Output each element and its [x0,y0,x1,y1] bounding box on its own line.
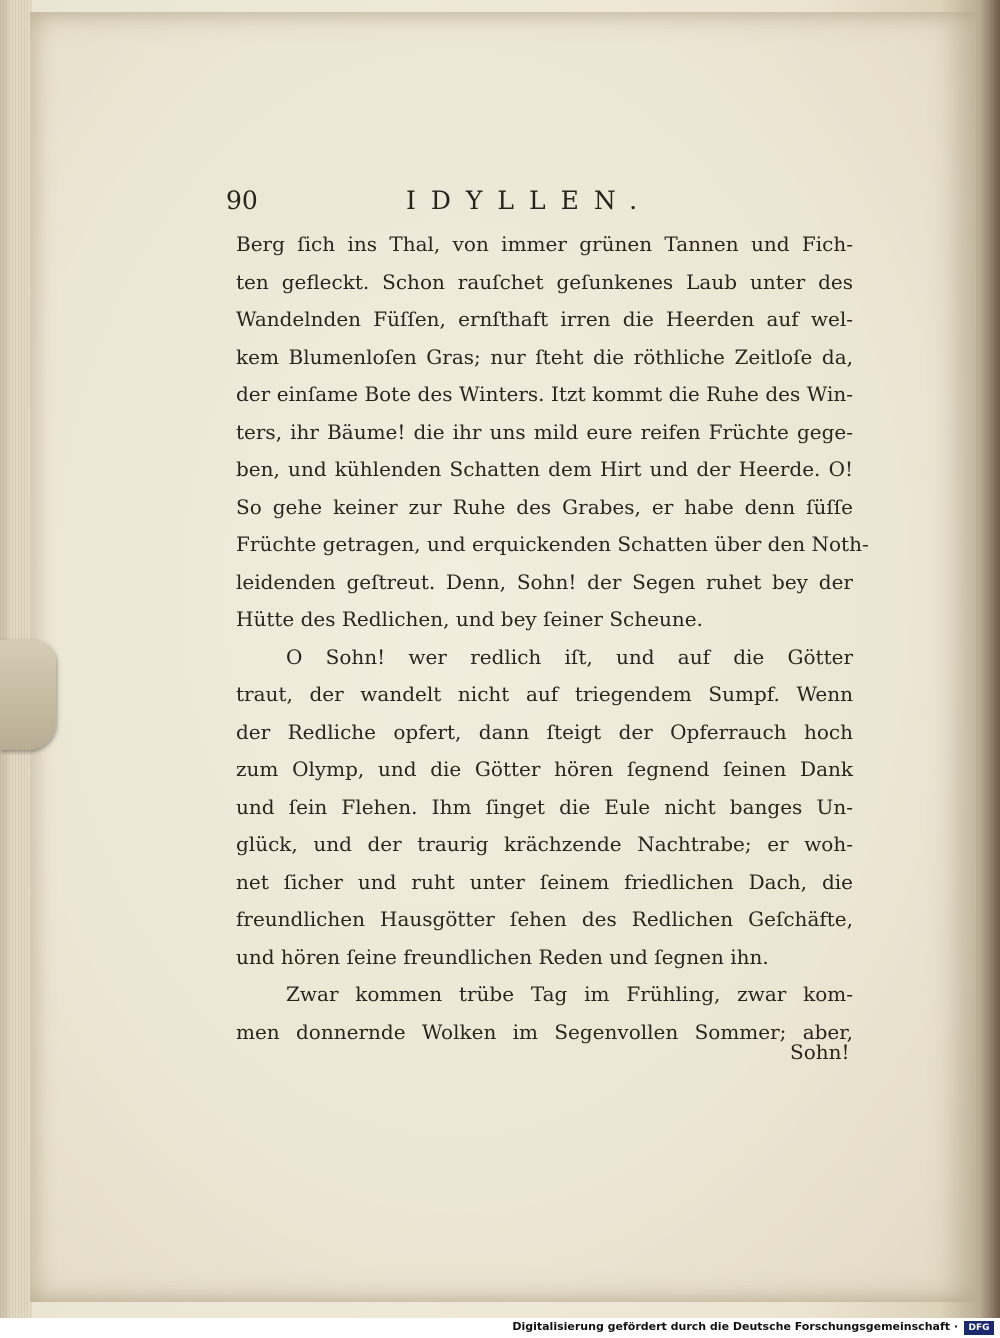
text-line: der einſame Bote des Winters. Itzt kommt die Ruhe des Win- [236,382,853,406]
footer-bar [0,1318,1000,1338]
body-text [236,226,869,1051]
text-line: Zwar kommen trübe Tag im Frühling, zwar kom- [286,982,853,1006]
text-line: Berg ſich ins Thal, von immer grünen Tannen und Fich- [236,232,853,256]
catchword: Sohn! [790,1040,850,1064]
text-line: zum Olymp, und die Götter hören ſegnend ſeinen Dank [236,757,853,781]
text-line: ben, und kühlenden Schatten dem Hirt und der Heerde. O! [236,457,853,481]
text-line: ters, ihr Bäume! die ihr uns mild eure reifen Früchte gege- [236,419,853,444]
text-line: Hütte des Redlichen, und bey ſeiner Scheune. [236,607,703,631]
text-line: Früchte getragen, und erquickenden Schatten über den Noth- [236,532,869,556]
page-number: 90 [226,186,258,215]
text-line: freundlichen Hausgötter ſehen des Redlichen Geſchäfte, [236,907,853,931]
text-line: men donnernde Wolken im Segenvollen Sommer; aber, [236,1019,853,1044]
text-line: So gehe keiner zur Ruhe des Grabes, er habe denn ſüſſe [236,494,853,519]
bookmark-tab [0,640,56,750]
text-line: net ſicher und ruht unter ſeinem friedlichen Dach, die [236,869,853,894]
text-line: O Sohn! wer redlich iſt, und auf die Götter [286,644,853,669]
text-line: leidenden geſtreut. Denn, Sohn! der Segen ruhet bey der [236,569,853,594]
running-title: IDYLLEN. [406,186,653,215]
dfg-logo-icon: DFG [964,1321,994,1335]
text-line: ten gefleckt. Schon rauſchet geſunkenes Laub unter des [236,269,853,294]
text-line: der Redliche opfert, dann ſteigt der Opferrauch hoch [236,719,853,744]
text-line: und hören ſeine freundlichen Reden und ſegnen ihn. [236,944,769,969]
text-line: und ſein Flehen. Ihm ſinget die Eule nicht banges Un- [236,794,853,819]
text-line: glück, und der traurig krächzende Nachtrabe; er woh- [236,832,853,856]
text-line: traut, der wandelt nicht auf triegendem Sumpf. Wenn [236,682,853,706]
text-line: Wandelnden Füſſen, ernſthaft irren die Heerden auf wel- [236,307,853,331]
footer-credit: Digitalisierung gefördert durch die Deutsche Forschungsgemeinschaft · [512,1320,958,1333]
page-header [226,186,866,226]
text-line: kem Blumenloſen Gras; nur ſteht die röthliche Zeitloſe da, [236,344,853,369]
